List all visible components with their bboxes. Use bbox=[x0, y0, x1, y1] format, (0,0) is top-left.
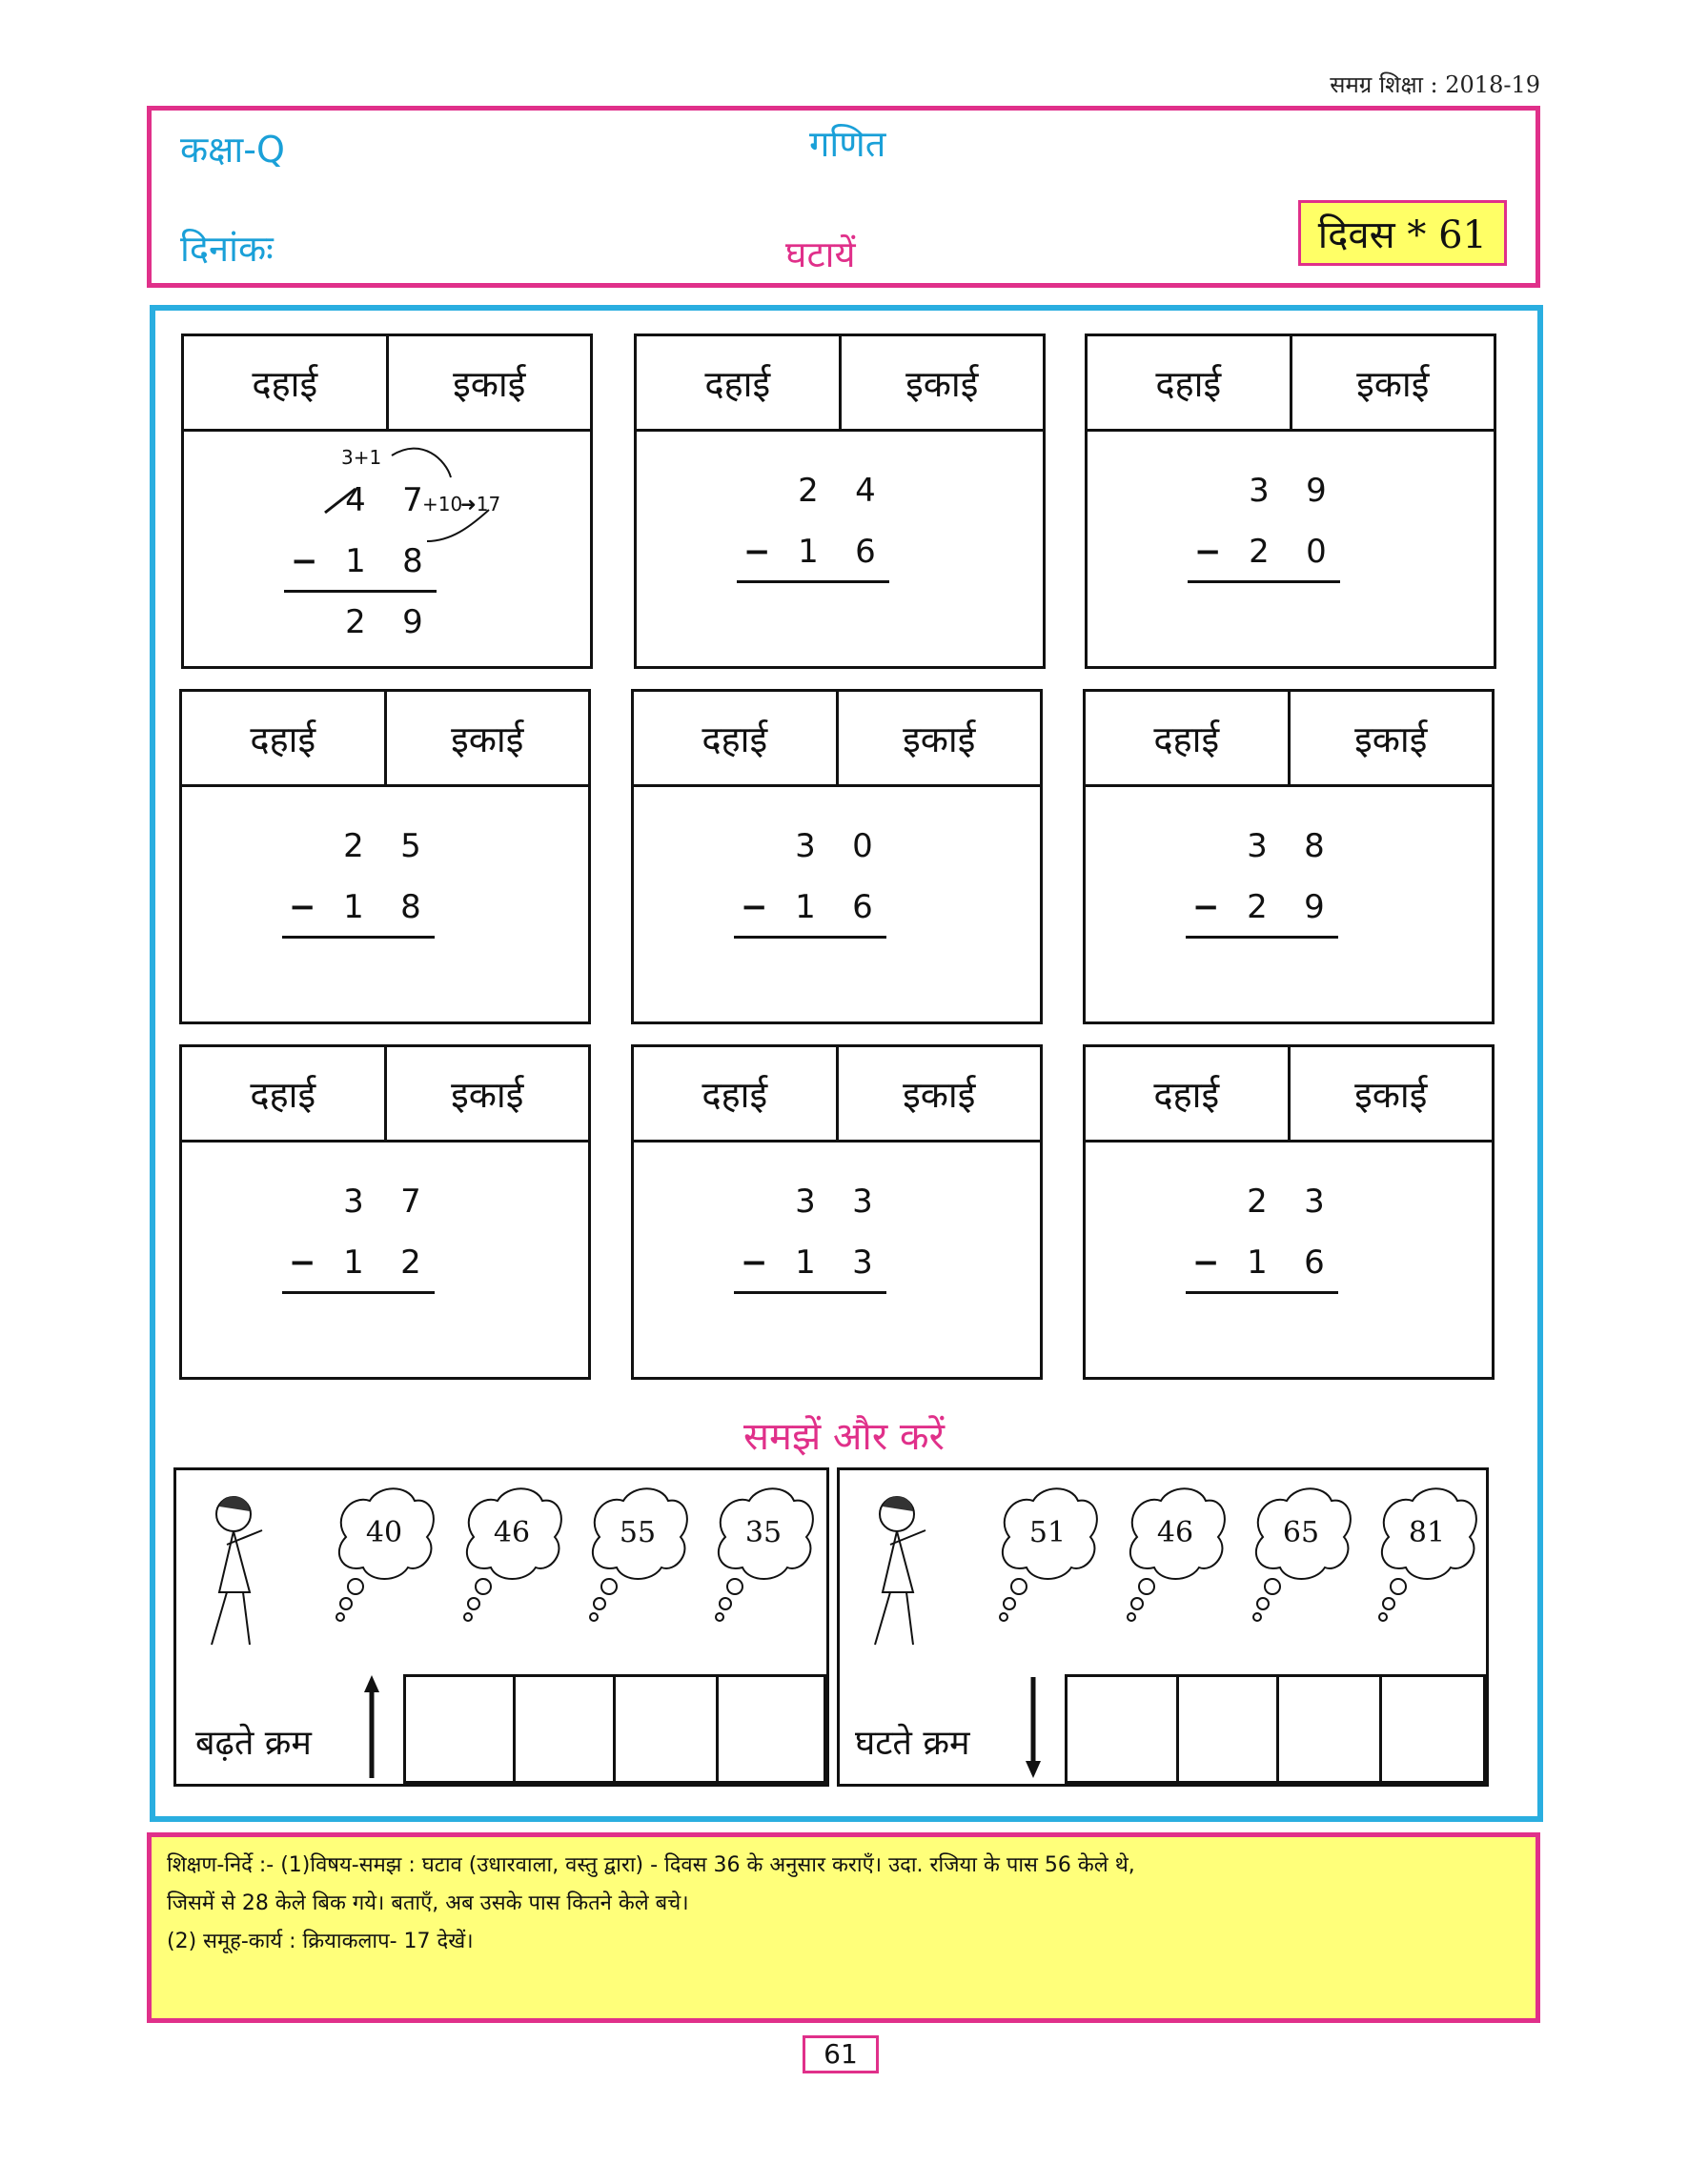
subtraction-card bbox=[1083, 1044, 1495, 1380]
digit: 7 bbox=[400, 1183, 421, 1221]
minus-sign: − bbox=[743, 533, 771, 571]
cloud-number: 81 bbox=[1408, 1516, 1446, 1549]
answer-cell[interactable] bbox=[613, 1674, 719, 1784]
up-arrow-icon bbox=[362, 1675, 381, 1780]
subtraction-problem bbox=[743, 460, 913, 582]
activity-heading: समझें और करें bbox=[743, 1415, 945, 1459]
descending-panel bbox=[837, 1467, 1489, 1787]
cloud-icon bbox=[706, 1480, 821, 1623]
subtraction-card bbox=[634, 334, 1046, 669]
tens-header: दहाई bbox=[1086, 1047, 1291, 1140]
digit: 2 bbox=[400, 1244, 421, 1282]
digit: 1 bbox=[1247, 1244, 1268, 1282]
digit: 3 bbox=[852, 1183, 873, 1221]
note-line: शिक्षण-निर्दे :- (1)विषय-समझ : घटाव (उधारवाला, वस्तु द्वारा) - दिवस 36 के अनुसार कराएँ। उदा. रजिया के पास 56 केले थे, bbox=[167, 1853, 1135, 1877]
day-badge: दिवस * 61 bbox=[1298, 200, 1507, 266]
example-top-row bbox=[298, 470, 501, 531]
units-header: इकाई bbox=[1356, 362, 1430, 405]
subtraction-problem bbox=[1194, 460, 1364, 582]
result-note: ➜17 bbox=[460, 493, 501, 516]
thought-cloud bbox=[990, 1480, 1105, 1627]
thought-cloud bbox=[327, 1480, 441, 1627]
digit: 2 bbox=[1247, 1183, 1268, 1221]
girl-illustration bbox=[854, 1487, 940, 1659]
digit: 8 bbox=[402, 542, 423, 580]
example-bottom-row bbox=[291, 531, 460, 592]
descending-label: घटते क्रम bbox=[855, 1724, 970, 1763]
card-header bbox=[634, 692, 1040, 787]
bottom-row bbox=[289, 877, 458, 938]
subtraction-card bbox=[1085, 334, 1496, 669]
example-problem bbox=[291, 470, 501, 653]
units-header: इकाई bbox=[903, 718, 976, 760]
sum-line bbox=[282, 1291, 435, 1294]
thought-cloud bbox=[455, 1480, 569, 1627]
minus-sign: − bbox=[741, 1244, 768, 1282]
digit: 2 bbox=[1249, 533, 1270, 571]
top-row bbox=[1200, 1171, 1362, 1232]
digit: 6 bbox=[1304, 1244, 1325, 1282]
cloud-number: 65 bbox=[1282, 1516, 1320, 1549]
digit: 1 bbox=[798, 533, 819, 571]
bottom-row bbox=[1192, 877, 1362, 938]
cloud-icon bbox=[990, 1480, 1105, 1623]
sum-line bbox=[1186, 1291, 1338, 1294]
digit: 1 bbox=[343, 888, 364, 926]
minus-sign: − bbox=[1194, 533, 1222, 571]
thought-cloud bbox=[1370, 1480, 1484, 1627]
digit: 9 bbox=[1304, 888, 1325, 926]
subtraction-problem bbox=[741, 1171, 910, 1293]
answer-cell[interactable] bbox=[403, 1674, 516, 1784]
digit: 2 bbox=[1247, 888, 1268, 926]
units-header: इकाई bbox=[1354, 718, 1428, 760]
cloud-number: 51 bbox=[1028, 1516, 1067, 1549]
tens-header: दहाई bbox=[182, 1047, 387, 1140]
digit: 0 bbox=[1306, 533, 1327, 571]
cloud-icon bbox=[1370, 1480, 1484, 1623]
top-row bbox=[748, 1171, 910, 1232]
subtraction-card bbox=[631, 689, 1043, 1024]
top-row bbox=[748, 816, 910, 877]
cloud-number: 46 bbox=[1156, 1516, 1194, 1549]
cloud-icon bbox=[1118, 1480, 1232, 1623]
answer-cell[interactable] bbox=[1176, 1674, 1279, 1784]
cloud-icon bbox=[1244, 1480, 1358, 1623]
units-header: इकाई bbox=[453, 362, 526, 405]
page-number: 61 bbox=[803, 2035, 879, 2073]
subtraction-problem bbox=[1192, 1171, 1362, 1293]
subtraction-problem bbox=[741, 816, 910, 938]
cloud-number: 55 bbox=[619, 1516, 657, 1549]
cloud-number: 46 bbox=[493, 1516, 531, 1549]
units-header: इकाई bbox=[451, 1073, 524, 1116]
digit: 4 bbox=[345, 481, 366, 519]
top-row bbox=[1200, 816, 1362, 877]
girl-illustration bbox=[191, 1487, 276, 1659]
top-row bbox=[1202, 460, 1364, 521]
digit: 9 bbox=[402, 603, 423, 641]
subtraction-problem bbox=[289, 816, 458, 938]
subtraction-card bbox=[179, 1044, 591, 1380]
answer-cell[interactable] bbox=[513, 1674, 616, 1784]
cloud-icon bbox=[327, 1480, 441, 1623]
sum-line bbox=[1186, 936, 1338, 939]
topic-title: घटायें bbox=[785, 233, 856, 275]
digit: 0 bbox=[852, 827, 873, 865]
digit: 9 bbox=[1306, 472, 1327, 510]
cloud-icon bbox=[580, 1480, 695, 1623]
top-row bbox=[296, 1171, 458, 1232]
borrow-note: 3+1 bbox=[341, 446, 382, 469]
bottom-row bbox=[1194, 521, 1364, 582]
units-header: इकाई bbox=[905, 362, 979, 405]
sum-line bbox=[282, 936, 435, 939]
down-arrow-icon bbox=[1024, 1675, 1043, 1780]
subtraction-card bbox=[1083, 689, 1495, 1024]
card-header bbox=[182, 1047, 588, 1143]
teaching-note bbox=[147, 1832, 1540, 2023]
cloud-icon bbox=[455, 1480, 569, 1623]
bottom-row bbox=[741, 877, 910, 938]
digit: 3 bbox=[1247, 827, 1268, 865]
card-header bbox=[634, 1047, 1040, 1143]
thought-cloud bbox=[1118, 1480, 1232, 1627]
tens-header: दहाई bbox=[184, 336, 389, 429]
minus-sign: − bbox=[289, 1244, 316, 1282]
minus-sign: − bbox=[1192, 1244, 1220, 1282]
note-line: (2) समूह-कार्य : क्रियाकलाप- 17 देखें। bbox=[167, 1930, 474, 1953]
subtraction-card bbox=[179, 689, 591, 1024]
minus-sign: − bbox=[289, 888, 316, 926]
card-header bbox=[1086, 692, 1492, 787]
digit: 3 bbox=[852, 1244, 873, 1282]
tens-header: दहाई bbox=[637, 336, 842, 429]
bottom-row bbox=[1192, 1232, 1362, 1293]
tens-header: दहाई bbox=[634, 1047, 839, 1140]
answer-cell[interactable] bbox=[716, 1674, 826, 1784]
digit: 2 bbox=[798, 472, 819, 510]
digit: 2 bbox=[343, 827, 364, 865]
bottom-row bbox=[289, 1232, 458, 1293]
plus-ten-note: +10 bbox=[422, 493, 463, 516]
top-row bbox=[296, 816, 458, 877]
minus-sign: − bbox=[291, 542, 318, 580]
units-header: इकाई bbox=[903, 1073, 976, 1116]
tens-header: दहाई bbox=[634, 692, 839, 784]
digit: 3 bbox=[1304, 1183, 1325, 1221]
example-answer-row bbox=[298, 592, 460, 653]
subject-title: गणित bbox=[809, 123, 886, 165]
sum-line bbox=[1188, 580, 1340, 583]
minus-sign: − bbox=[741, 888, 768, 926]
class-label: कक्षा-Q bbox=[180, 129, 285, 171]
date-label: दिनांकः bbox=[180, 228, 274, 270]
tens-header: दहाई bbox=[1086, 692, 1291, 784]
subtraction-card bbox=[631, 1044, 1043, 1380]
digit: 3 bbox=[795, 827, 816, 865]
bottom-row bbox=[743, 521, 913, 582]
subtraction-problem bbox=[289, 1171, 458, 1293]
card-header bbox=[1088, 336, 1494, 432]
minus-sign: − bbox=[1192, 888, 1220, 926]
units-header: इकाई bbox=[451, 718, 524, 760]
card-header bbox=[637, 336, 1043, 432]
ascending-panel bbox=[173, 1467, 829, 1787]
answer-cell[interactable] bbox=[1065, 1674, 1179, 1784]
digit: 8 bbox=[1304, 827, 1325, 865]
subtraction-problem bbox=[1192, 816, 1362, 938]
digit: 6 bbox=[855, 533, 876, 571]
tens-header: दहाई bbox=[1088, 336, 1292, 429]
answer-cell[interactable] bbox=[1379, 1674, 1486, 1784]
cloud-number: 35 bbox=[744, 1516, 783, 1549]
digit: 4 bbox=[855, 472, 876, 510]
tens-header: दहाई bbox=[182, 692, 387, 784]
digit: 1 bbox=[795, 1244, 816, 1282]
sum-line bbox=[737, 580, 889, 583]
card-header bbox=[1086, 1047, 1492, 1143]
digit: 8 bbox=[400, 888, 421, 926]
digit: 6 bbox=[852, 888, 873, 926]
thought-cloud bbox=[1244, 1480, 1358, 1627]
note-line: जिसमें से 28 केले बिक गये। बताएँ, अब उसके पास कितने केले बचे। bbox=[167, 1891, 689, 1915]
top-row bbox=[751, 460, 913, 521]
bottom-row bbox=[741, 1232, 910, 1293]
digit: 1 bbox=[345, 542, 366, 580]
publication-year: समग्र शिक्षा : 2018-19 bbox=[1330, 71, 1540, 98]
digit: 3 bbox=[795, 1183, 816, 1221]
digit: 7 bbox=[402, 481, 423, 519]
thought-cloud bbox=[580, 1480, 695, 1627]
digit: 5 bbox=[400, 827, 421, 865]
digit: 3 bbox=[343, 1183, 364, 1221]
thought-cloud bbox=[706, 1480, 821, 1627]
card-header bbox=[182, 692, 588, 787]
ascending-label: बढ़ते क्रम bbox=[195, 1724, 312, 1763]
digit: 3 bbox=[1249, 472, 1270, 510]
sum-line bbox=[734, 1291, 886, 1294]
answer-cell[interactable] bbox=[1276, 1674, 1382, 1784]
digit: 1 bbox=[795, 888, 816, 926]
units-header: इकाई bbox=[1354, 1073, 1428, 1116]
digit: 2 bbox=[345, 603, 366, 641]
digit: 1 bbox=[343, 1244, 364, 1282]
cloud-number: 40 bbox=[365, 1516, 403, 1549]
example-card bbox=[181, 334, 593, 669]
header-box bbox=[147, 106, 1540, 288]
sum-line bbox=[734, 936, 886, 939]
